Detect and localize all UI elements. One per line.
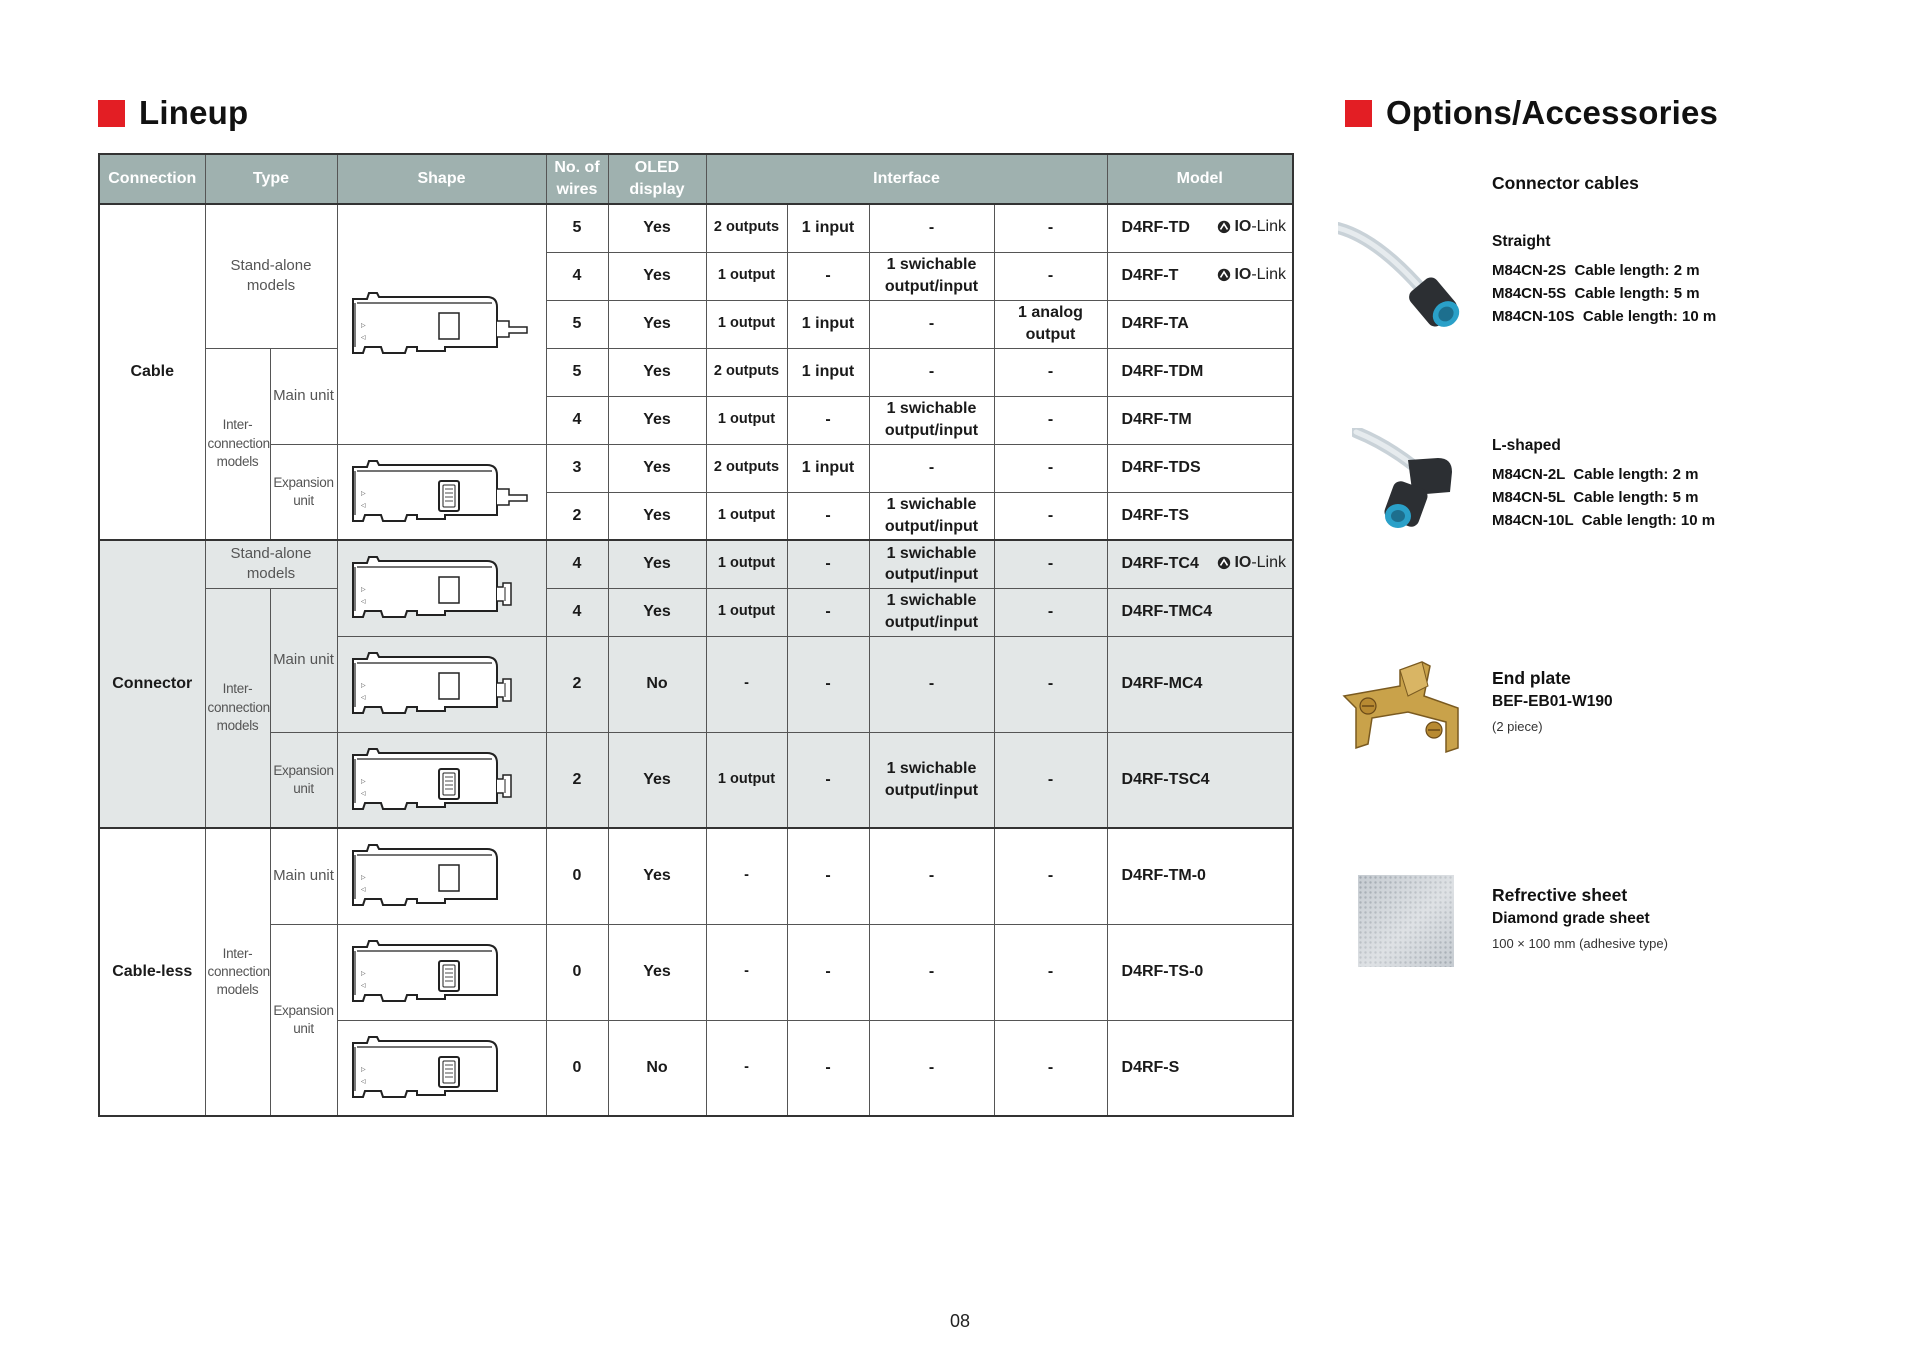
model-cell (1107, 444, 1293, 492)
interface-input-cell: - (787, 252, 869, 300)
oled-cell: Yes (608, 732, 706, 828)
wires-cell: 0 (546, 924, 608, 1020)
options-title: Options/Accessories (1386, 94, 1719, 131)
wires-cell: 0 (546, 828, 608, 924)
model-name: D4RF-MC4 (1121, 675, 1203, 693)
model-cell (1107, 396, 1293, 444)
model-cell (1107, 1020, 1293, 1116)
interface-switchable-cell: 1 swichable output/input (869, 252, 994, 300)
type-interconnection: Inter-connection models (205, 348, 270, 540)
header-type: Type (205, 154, 337, 204)
model-cell (1107, 540, 1293, 588)
table-row (99, 204, 1293, 252)
io-link-suffix-text: -Link (1251, 554, 1287, 572)
table-row (99, 732, 1293, 828)
connection-cable: Cable (99, 204, 205, 540)
oled-cell: Yes (608, 252, 706, 300)
interface-analog-cell: - (994, 252, 1107, 300)
shape-connector-standalone (337, 540, 546, 636)
model-cell (1107, 636, 1293, 732)
interface-output-cell: 1 output (706, 252, 787, 300)
amplifier-cableless-expansion-icon (347, 935, 537, 1009)
model-name: D4RF-TDS (1121, 459, 1201, 477)
straight-label: Straight (1492, 233, 1551, 250)
wires-cell: 4 (546, 588, 608, 636)
model-name: D4RF-TD (1121, 219, 1190, 237)
amplifier-connector-main-icon (347, 647, 537, 721)
table-row (99, 444, 1293, 492)
interface-input-cell: - (787, 636, 869, 732)
connector-cables-heading (1492, 173, 1639, 194)
straight-cable-block (1492, 233, 1716, 328)
interface-analog-cell: - (994, 732, 1107, 828)
end-plate-note: (2 piece) (1492, 719, 1543, 734)
io-link-suffix-text: -Link (1251, 265, 1287, 283)
interface-input-cell: - (787, 1020, 869, 1116)
interface-output-cell: 1 output (706, 540, 787, 588)
header-model: Model (1107, 154, 1293, 204)
interface-analog-cell: - (994, 828, 1107, 924)
type-standalone: Stand-alone models (205, 540, 337, 588)
interface-input-cell: - (787, 924, 869, 1020)
interface-switchable-cell: - (869, 444, 994, 492)
table-row (99, 540, 1293, 588)
type-main-unit: Main unit (270, 588, 337, 732)
interface-output-cell: 2 outputs (706, 348, 787, 396)
l-shaped-cable-image (1352, 428, 1472, 538)
type-interconnection: Inter-connection models (205, 828, 270, 1116)
io-link-logo (1217, 552, 1286, 574)
interface-switchable-cell: 1 swichable output/input (869, 732, 994, 828)
interface-output-cell: 1 output (706, 300, 787, 348)
model-name: D4RF-TC4 (1121, 555, 1199, 573)
shape-connector-main (337, 636, 546, 732)
reflective-sheet-title: Refrective sheet (1492, 885, 1628, 905)
interface-switchable-cell: - (869, 204, 994, 252)
oled-cell: Yes (608, 348, 706, 396)
interface-analog-cell: - (994, 444, 1107, 492)
interface-switchable-cell: - (869, 924, 994, 1020)
oled-cell: Yes (608, 588, 706, 636)
type-main-unit: Main unit (270, 348, 337, 444)
list-item: M84CN-5S Cable length: 5 m (1492, 285, 1700, 302)
end-plate-model: BEF-EB01-W190 (1492, 693, 1613, 710)
end-plate-title: End plate (1492, 668, 1571, 688)
table-row (99, 588, 1293, 636)
io-link-io-text: IO (1234, 554, 1252, 572)
model-name: D4RF-T (1121, 267, 1179, 285)
oled-cell: Yes (608, 828, 706, 924)
interface-analog-cell: - (994, 1020, 1107, 1116)
type-interconnection: Inter-connection models (205, 588, 270, 828)
wires-cell: 0 (546, 1020, 608, 1116)
oled-cell: Yes (608, 396, 706, 444)
interface-switchable-cell: 1 swichable output/input (869, 540, 994, 588)
oled-cell: Yes (608, 924, 706, 1020)
table-row (99, 348, 1293, 396)
l-shaped-cable-block (1492, 437, 1715, 532)
connector-cables-title: Connector cables (1492, 173, 1639, 193)
shape-connector-expansion (337, 732, 546, 828)
list-item: M84CN-2L Cable length: 2 m (1492, 466, 1699, 483)
cable-group (99, 204, 1293, 540)
shape-cable-expansion (337, 444, 546, 540)
type-standalone: Stand-alone models (205, 204, 337, 348)
model-cell (1107, 828, 1293, 924)
io-link-io-text: IO (1234, 265, 1252, 283)
wires-cell: 3 (546, 444, 608, 492)
interface-analog-cell: - (994, 636, 1107, 732)
oled-cell: Yes (608, 492, 706, 540)
model-cell (1107, 300, 1293, 348)
straight-cable-image (1338, 222, 1468, 334)
reflective-sheet-block (1492, 885, 1668, 951)
wires-cell: 5 (546, 300, 608, 348)
interface-switchable-cell: 1 swichable output/input (869, 588, 994, 636)
interface-switchable-cell: 1 swichable output/input (869, 396, 994, 444)
table-row (99, 924, 1293, 1020)
model-name: D4RF-TS (1121, 506, 1190, 524)
shape-cableless-expansion (337, 924, 546, 1020)
interface-analog-cell: - (994, 492, 1107, 540)
reflective-sheet-model: Diamond grade sheet (1492, 910, 1650, 927)
amplifier-expansion-cable-icon (347, 455, 537, 529)
interface-input-cell: - (787, 828, 869, 924)
wires-cell: 5 (546, 348, 608, 396)
model-name: D4RF-TSC4 (1121, 770, 1210, 788)
type-expansion-unit: Expansion unit (270, 732, 337, 828)
interface-input-cell: 1 input (787, 204, 869, 252)
interface-analog-cell: - (994, 924, 1107, 1020)
interface-output-cell: 1 output (706, 588, 787, 636)
io-link-io-text: IO (1234, 218, 1252, 236)
oled-cell: Yes (608, 300, 706, 348)
interface-analog-cell: - (994, 588, 1107, 636)
options-heading (1345, 94, 1718, 132)
interface-switchable-cell: - (869, 828, 994, 924)
reflective-sheet-image (1358, 875, 1454, 967)
model-cell (1107, 204, 1293, 252)
list-item: M84CN-5L Cable length: 5 m (1492, 489, 1699, 506)
l-shaped-label: L-shaped (1492, 437, 1561, 454)
interface-output-cell: - (706, 924, 787, 1020)
model-name: D4RF-S (1121, 1058, 1180, 1076)
reflective-sheet-note: 100 × 100 mm (adhesive type) (1492, 936, 1668, 951)
oled-cell: Yes (608, 444, 706, 492)
io-link-icon (1217, 268, 1231, 282)
io-link-suffix-text: -Link (1251, 218, 1287, 236)
model-cell (1107, 348, 1293, 396)
wires-cell: 2 (546, 636, 608, 732)
page-number: 08 (949, 1311, 971, 1331)
red-square-marker (1345, 100, 1372, 127)
cableless-group (99, 828, 1293, 1116)
wires-cell: 5 (546, 204, 608, 252)
shape-cable-main (337, 204, 546, 444)
interface-input-cell: - (787, 492, 869, 540)
interface-input-cell: - (787, 540, 869, 588)
interface-output-cell: - (706, 828, 787, 924)
lineup-table (98, 153, 1294, 1117)
table-row (99, 828, 1293, 924)
interface-output-cell: 2 outputs (706, 204, 787, 252)
oled-cell: No (608, 636, 706, 732)
interface-output-cell: 1 output (706, 492, 787, 540)
model-cell (1107, 492, 1293, 540)
interface-switchable-cell: 1 swichable output/input (869, 492, 994, 540)
interface-output-cell: 1 output (706, 396, 787, 444)
shape-cableless-main (337, 828, 546, 924)
oled-cell: Yes (608, 540, 706, 588)
amplifier-connector-icon (347, 551, 537, 625)
model-name: D4RF-TMC4 (1121, 603, 1213, 621)
table-header-row (99, 154, 1293, 204)
interface-input-cell: - (787, 396, 869, 444)
io-link-icon (1217, 556, 1231, 570)
wires-cell: 2 (546, 492, 608, 540)
interface-switchable-cell: - (869, 300, 994, 348)
header-interface: Interface (706, 154, 1107, 204)
model-name: D4RF-TS-0 (1121, 963, 1204, 981)
list-item: M84CN-2S Cable length: 2 m (1492, 262, 1700, 279)
interface-switchable-cell: - (869, 348, 994, 396)
interface-analog-cell: - (994, 396, 1107, 444)
model-name: D4RF-TDM (1121, 363, 1204, 381)
lineup-heading (98, 94, 248, 132)
interface-input-cell: - (787, 732, 869, 828)
interface-input-cell: 1 input (787, 300, 869, 348)
header-connection: Connection (99, 154, 205, 204)
interface-output-cell: 2 outputs (706, 444, 787, 492)
list-item: M84CN-10S Cable length: 10 m (1492, 308, 1717, 325)
shape-cableless-slave (337, 1020, 546, 1116)
oled-cell: Yes (608, 204, 706, 252)
model-cell (1107, 924, 1293, 1020)
io-link-logo (1217, 264, 1286, 286)
wires-cell: 2 (546, 732, 608, 828)
interface-output-cell: - (706, 1020, 787, 1116)
amplifier-connector-expansion-icon (347, 743, 537, 817)
connector-group (99, 540, 1293, 828)
model-name: D4RF-TM-0 (1121, 867, 1206, 885)
wires-cell: 4 (546, 540, 608, 588)
end-plate-image (1338, 656, 1468, 764)
interface-analog-cell: - (994, 348, 1107, 396)
type-expansion-unit: Expansion unit (270, 444, 337, 540)
interface-output-cell: - (706, 636, 787, 732)
interface-input-cell: 1 input (787, 348, 869, 396)
l-shaped-list (1492, 463, 1715, 532)
interface-input-cell: - (787, 588, 869, 636)
end-plate-block (1492, 668, 1613, 734)
interface-analog-cell: 1 analog output (994, 300, 1107, 348)
model-cell (1107, 252, 1293, 300)
amplifier-cable-icon (347, 287, 537, 361)
model-cell (1107, 588, 1293, 636)
oled-cell: No (608, 1020, 706, 1116)
type-expansion-unit: Expansion unit (270, 924, 337, 1116)
interface-switchable-cell: - (869, 636, 994, 732)
interface-output-cell: 1 output (706, 732, 787, 828)
straight-list (1492, 259, 1716, 328)
connection-cableless: Cable-less (99, 828, 205, 1116)
list-item: M84CN-10L Cable length: 10 m (1492, 512, 1716, 529)
wires-cell: 4 (546, 396, 608, 444)
io-link-logo (1217, 216, 1286, 238)
interface-analog-cell: - (994, 540, 1107, 588)
header-shape: Shape (337, 154, 546, 204)
model-name: D4RF-TM (1121, 411, 1192, 429)
amplifier-cableless-slave-icon (347, 1031, 537, 1105)
type-main-unit: Main unit (270, 828, 337, 924)
header-wires: No. of wires (546, 154, 608, 204)
io-link-icon (1217, 220, 1231, 234)
amplifier-cableless-main-icon (347, 839, 537, 913)
connection-connector: Connector (99, 540, 205, 828)
wires-cell: 4 (546, 252, 608, 300)
interface-switchable-cell: - (869, 1020, 994, 1116)
header-oled: OLED display (608, 154, 706, 204)
model-cell (1107, 732, 1293, 828)
model-name: D4RF-TA (1121, 315, 1189, 333)
red-square-marker (98, 100, 125, 127)
lineup-title: Lineup (139, 94, 249, 131)
interface-analog-cell: - (994, 204, 1107, 252)
interface-input-cell: 1 input (787, 444, 869, 492)
